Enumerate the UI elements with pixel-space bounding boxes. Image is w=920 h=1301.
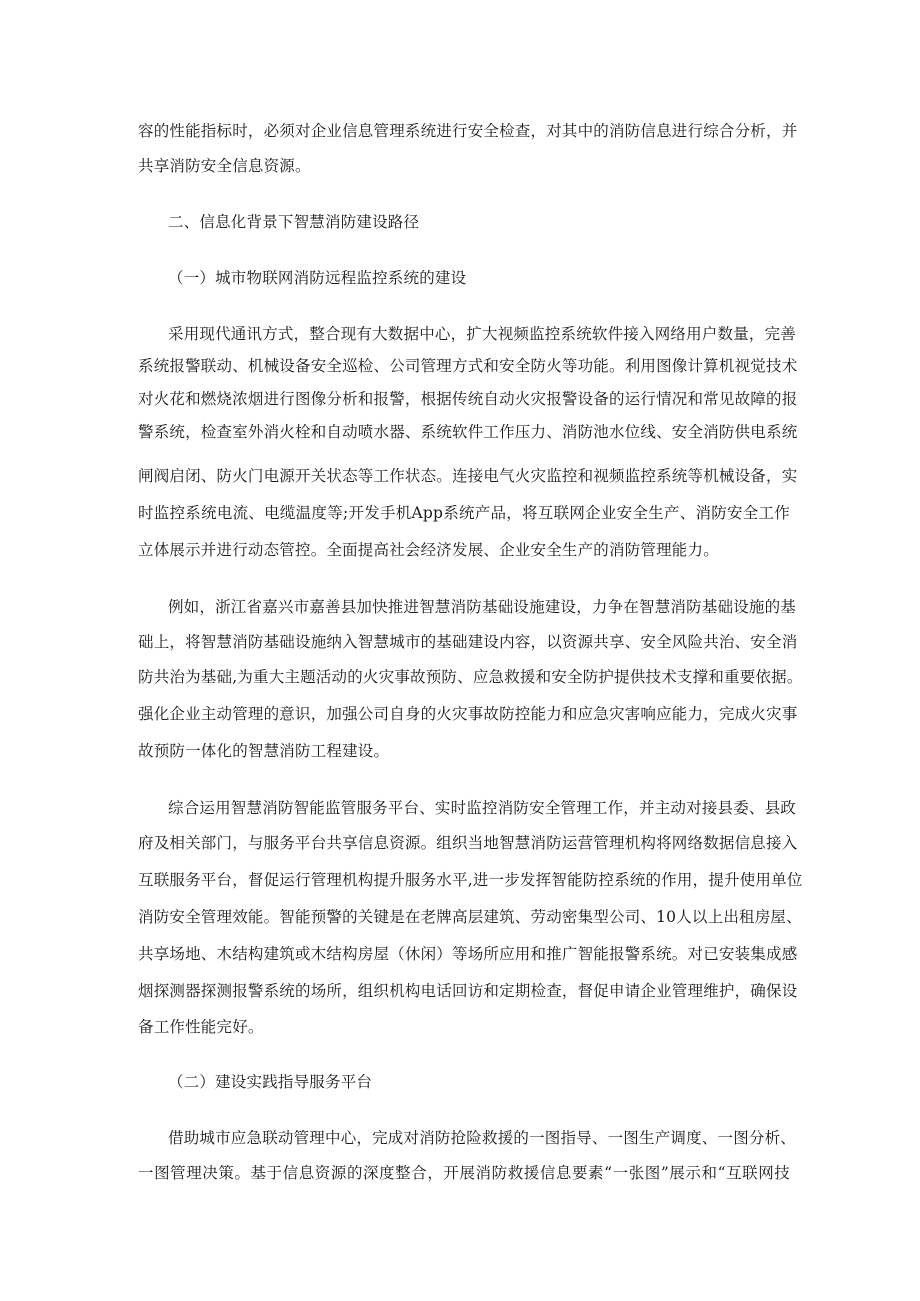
text-line: 互联服务平台，督促运行管理机构提升服务水平,进一步发挥智能防控系统的作用，提升使用单位 <box>138 871 803 889</box>
text-line: 烟探测器探测报警系统的场所，组织机构电话回访和定期检查，督促申请企业管理维护，确保设 <box>138 982 798 1000</box>
text-line: 础上，将智慧消防基础设施纳入智慧城市的基础建设内容，以资源共享、安全风险共治、安全消 <box>138 633 798 651</box>
text-line: 借助城市应急联动管理中心，完成对消防抢险救援的一图指导、一图生产调度、一图分析、 <box>168 1129 797 1147</box>
text-line: 府及相关部门，与服务平台共享信息资源。组织当地智慧消防运营管理机构将网络数据信息接入 <box>138 834 798 852</box>
text-line: 共享场地、木结构建筑或木结构房屋（休闲）等场所应用和推广智能报警系统。对已安装集成感 <box>138 945 798 963</box>
section-heading: 二、信息化背景下智慧消防建设路径 <box>168 213 420 231</box>
text-line: 例如，浙江省嘉兴市嘉善县加快推进智慧消防基础设施建设，力争在智慧消防基础设施的基 <box>168 598 797 616</box>
text-line: 立体展示并进行动态管控。全面提高社会经济发展、企业安全生产的消防管理能力。 <box>138 541 719 559</box>
text-line: 共享消防安全信息资源。 <box>138 157 311 175</box>
text-line: 消防安全管理效能。智能预警的关键是在老牌高层建筑、劳动密集型公司、10人以上出租房屋、 <box>138 908 802 926</box>
text-line: 容的性能指标时，必须对企业信息管理系统进行安全检查，对其中的消防信息进行综合分析，并 <box>138 122 798 140</box>
text-line: 警系统，检查室外消火栓和自动喷水器、系统软件工作压力、消防池水位线、安全消防供电系统 <box>138 423 798 441</box>
text-line: 系统报警联动、机械设备安全巡检、公司管理方式和安全防火等功能。利用图像计算机视觉技术 <box>138 357 798 375</box>
text-line: 采用现代通讯方式，整合现有大数据中心，扩大视频监控系统软件接入网络用户数量，完善 <box>168 325 797 343</box>
text-line: 故预防一体化的智慧消防工程建设。 <box>138 742 390 760</box>
text-line: 对火花和燃烧浓烟进行图像分析和报警，根据传统自动火灾报警设备的运行情况和常见故障的报 <box>138 390 798 408</box>
subsection-heading: （一）城市物联网消防远程监控系统的建设 <box>168 269 467 287</box>
text-line: 闸阀启闭、防火门电源开关状态等工作状态。连接电气火灾监控和视频监控系统等机械设备，实 <box>138 467 798 485</box>
subsection-heading: （二）建设实践指导服务平台 <box>168 1073 373 1091</box>
text-line: 备工作性能完好。 <box>138 1018 264 1036</box>
text-line: 一图管理决策。基于信息资源的深度整合，开展消防救援信息要素“一张图”展示和“互联网技 <box>138 1164 790 1182</box>
text-line: 防共治为基础,为重大主题活动的火灾事故预防、应急救援和安全防护提供技术支撑和重要依据。 <box>138 668 803 686</box>
text-line: 强化企业主动管理的意识，加强公司自身的火灾事故防控能力和应急灾害响应能力，完成火灾事 <box>138 705 798 723</box>
text-line: 综合运用智慧消防智能监管服务平台、实时监控消防安全管理工作，并主动对接县委、县政 <box>168 799 797 817</box>
text-line: 时监控系统电流、电缆温度等;开发手机App系统产品，将互联网企业安全生产、消防安全工作 <box>138 504 790 522</box>
